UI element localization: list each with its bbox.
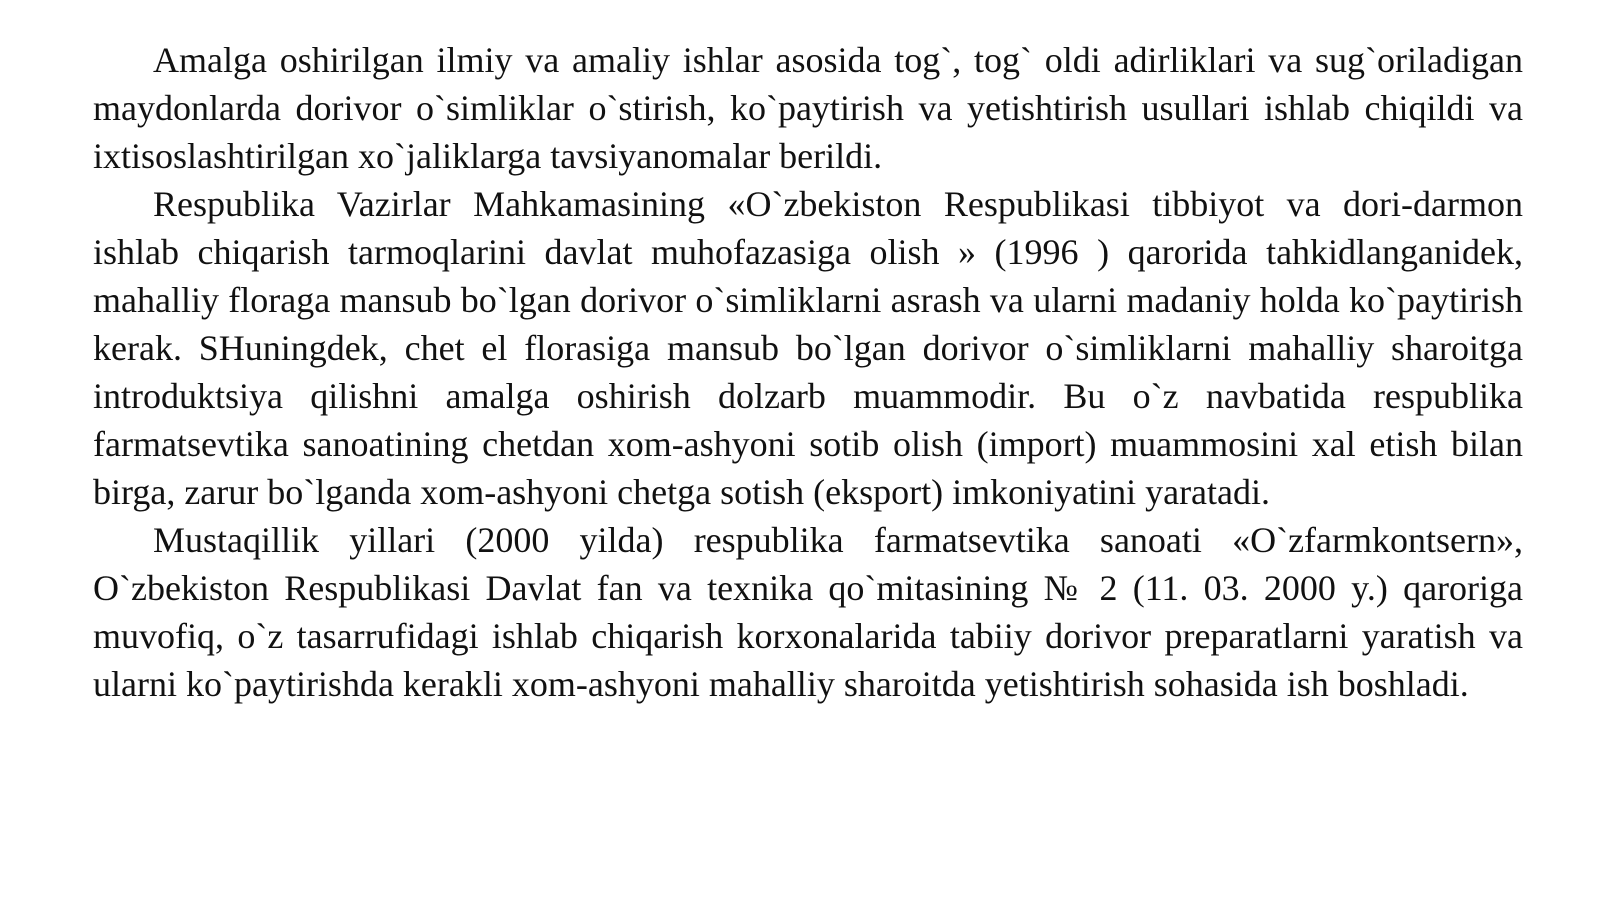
paragraph-cultivation-methods: Amalga oshirilgan ilmiy va amaliy ishlar asosida tog`, tog` oldi adirliklari va sug`oriladigan maydonlarda dorivor o`simliklar o`stirish, ko`paytirish va yetishtirish usullari ishlab chiqildi va ixtisoslashtirilgan xo`jaliklarga tavsiyanomalar berildi. bbox=[93, 40, 1523, 176]
document-body bbox=[93, 36, 1523, 708]
paragraph-independence-years: Mustaqillik yillari (2000 yilda) respublika farmatsevtika sanoati «O`zfarmkontsern», O`zbekiston Respublikasi Davlat fan va texnika qo`mitasining № 2 (11. 03. 2000 y.) qaroriga muvofiq, o`z tasarrufidagi ishlab chiqarish korxonalarida tabiiy dorivor preparatlarni yaratish va ularni ko`paytirishda kerakli xom-ashyoni mahalliy sharoitda yetishtirish sohasida ish boshladi. bbox=[93, 520, 1523, 704]
paragraph-cabinet-resolution: Respublika Vazirlar Mahkamasining «O`zbekiston Respublikasi tibbiyot va dori-darmon ishlab chiqarish tarmoqlarini davlat muhofazasiga olish » (1996 ) qarorida tahkidlanganidek, mahalliy floraga mansub bo`lgan dorivor o`simliklarni asrash va ularni madaniy holda ko`paytirish kerak. SHuningdek, chet el florasiga mansub bo`lgan dorivor o`simliklarni mahalliy sharoitga introduktsiya qilishni amalga oshirish dolzarb muammodir. Bu o`z navbatida respublika farmatsevtika sanoatining chetdan xom-ashyoni sotib olish (import) muammosini xal etish bilan birga, zarur bo`lganda xom-ashyoni chetga sotish (eksport) imkoniyatini yaratadi. bbox=[93, 184, 1523, 512]
